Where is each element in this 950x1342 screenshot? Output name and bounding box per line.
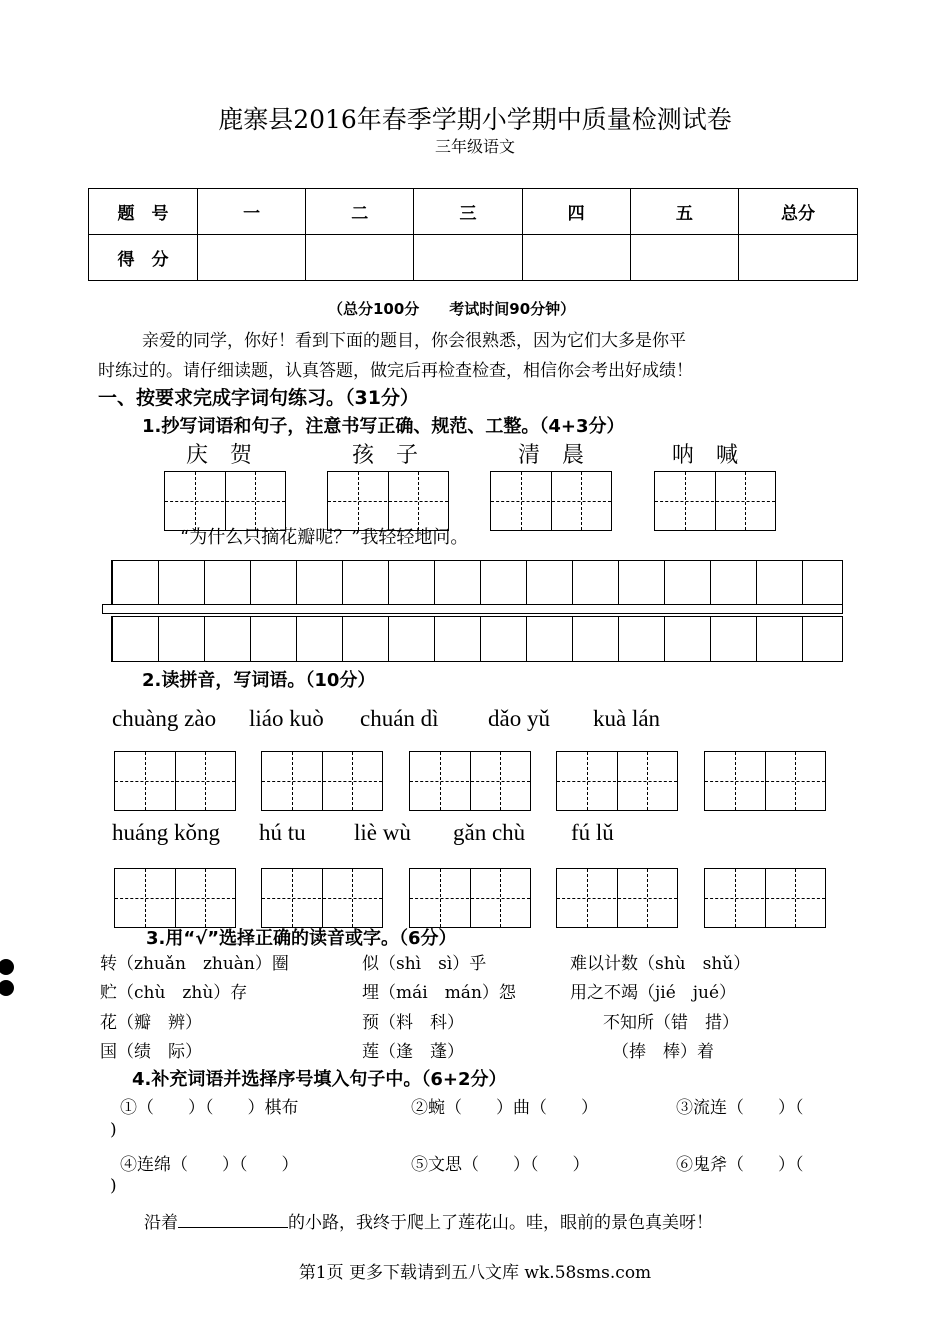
score-table <box>88 188 858 281</box>
writing-grid[interactable] <box>261 751 383 811</box>
exam-subtitle: 三年级语文 <box>434 137 515 156</box>
q3-item[interactable]: 贮（chù zhù）存 <box>100 983 248 1003</box>
exam-info: （总分100分 考试时间90分钟） <box>328 300 576 318</box>
q3-item[interactable]: 莲（逢 蓬） <box>362 1042 464 1062</box>
q3-item[interactable]: 用之不竭（jié jué） <box>570 983 737 1003</box>
answer-blank[interactable] <box>178 1209 288 1228</box>
page-footer: 第1页 更多下载请到五八文库 wk.58sms.com <box>298 1263 652 1283</box>
q4-item[interactable]: ②蜿（ ）曲（ ） <box>411 1098 598 1118</box>
pinyin: gǎn chù <box>453 820 526 845</box>
q4-item[interactable]: ④连绵（ ）（ ） <box>120 1155 299 1175</box>
q3-item[interactable]: 似（shì sì）乎 <box>362 954 487 974</box>
score-table-header-row <box>89 189 858 235</box>
q4-sentence-pre: 沿着 <box>144 1213 178 1233</box>
pinyin: huáng kǒng <box>112 820 220 845</box>
q4-sentence-post: 的小路，我终于爬上了莲花山。哇，眼前的景色真美呀！ <box>288 1213 713 1233</box>
pinyin: dǎo yǔ <box>488 706 550 731</box>
q1-sentence: “为什么只摘花瓣呢？”我轻轻地问。 <box>180 527 469 548</box>
q3-item[interactable]: 埋（mái mán）怨 <box>362 983 516 1003</box>
score-cell: 得 分 <box>89 235 198 281</box>
score-input-cell[interactable] <box>198 235 306 281</box>
score-cell: 四 <box>522 189 630 235</box>
score-input-cell[interactable] <box>306 235 414 281</box>
section1-title: 一、按要求完成字词句练习。（31分） <box>98 387 419 409</box>
pinyin: hú tu <box>259 820 306 845</box>
q3-item[interactable]: 不知所（错 措） <box>603 1013 739 1033</box>
pinyin: chuàng zào <box>112 706 217 731</box>
q4-item[interactable]: ③流连（ ）（ <box>676 1098 804 1118</box>
pinyin: chuán dì <box>360 706 439 731</box>
score-input-cell[interactable] <box>414 235 522 281</box>
q3-item[interactable]: 预（料 科） <box>362 1013 464 1033</box>
q3-item[interactable]: 花（瓣 辨） <box>100 1013 202 1033</box>
writing-grid[interactable] <box>654 471 776 531</box>
q4-item-cont: ) <box>110 1176 117 1196</box>
pinyin: liáo kuò <box>249 706 324 731</box>
binding-hole-icon <box>0 959 14 975</box>
score-cell: 三 <box>414 189 522 235</box>
q3-item[interactable]: 国（绩 际） <box>100 1042 202 1062</box>
writing-grid[interactable] <box>261 868 383 928</box>
writing-grid[interactable] <box>556 868 678 928</box>
writing-grid[interactable] <box>409 868 531 928</box>
score-cell: 五 <box>630 189 738 235</box>
writing-grid[interactable] <box>490 471 612 531</box>
pinyin: fú lǔ <box>571 820 614 845</box>
q4-item[interactable]: ⑥鬼斧（ ）（ <box>676 1155 804 1175</box>
writing-grid[interactable] <box>409 751 531 811</box>
writing-grid[interactable] <box>704 868 826 928</box>
score-input-cell[interactable] <box>630 235 738 281</box>
score-cell: 总分 <box>739 189 858 235</box>
score-table-score-row <box>89 235 858 281</box>
q4-item[interactable]: ①（ ）（ ）棋布 <box>120 1098 299 1118</box>
score-cell: 一 <box>198 189 306 235</box>
writing-grid[interactable] <box>327 471 449 531</box>
q2-title: 2.读拼音，写词语。（10分） <box>142 670 376 691</box>
score-input-cell[interactable] <box>522 235 630 281</box>
score-cell: 题 号 <box>89 189 198 235</box>
writing-grid[interactable] <box>704 751 826 811</box>
writing-grid[interactable] <box>556 751 678 811</box>
score-cell: 二 <box>306 189 414 235</box>
intro-line-1: 亲爱的同学，你好！看到下面的题目，你会很熟悉，因为它们大多是你平 <box>142 331 686 351</box>
q4-title: 4.补充词语并选择序号填入句子中。（6+2分） <box>132 1069 507 1090</box>
q4-item-cont: ) <box>110 1120 117 1140</box>
sentence-writing-row[interactable] <box>111 560 843 606</box>
q1-word: 庆 贺 <box>186 443 253 468</box>
q4-item[interactable]: ⑤文思（ ）（ ） <box>411 1155 590 1175</box>
exam-title: 鹿寨县2016年春季学期小学期中质量检测试卷 <box>218 105 732 134</box>
q3-item[interactable]: （捧 棒）着 <box>612 1042 714 1062</box>
q3-item[interactable]: 转（zhuǎn zhuàn）圈 <box>100 954 289 974</box>
q1-word: 清 晨 <box>518 443 585 468</box>
writing-grid[interactable] <box>114 868 236 928</box>
q3-title: 3.用“√”选择正确的读音或字。（6分） <box>146 928 457 949</box>
q1-title: 1.抄写词语和句子，注意书写正确、规范、工整。（4+3分） <box>142 416 625 437</box>
writing-grid[interactable] <box>114 751 236 811</box>
writing-grid[interactable] <box>164 471 286 531</box>
intro-line-2: 时练过的。请仔细读题，认真答题，做完后再检查检查，相信你会考出好成绩！ <box>98 361 693 381</box>
q1-word: 呐 喊 <box>672 443 739 468</box>
q1-word: 孩 子 <box>352 443 419 468</box>
row-divider <box>102 604 843 614</box>
q4-sentence <box>144 1208 713 1233</box>
pinyin: liè wù <box>354 820 411 845</box>
binding-hole-icon <box>0 980 14 996</box>
score-input-cell[interactable] <box>739 235 858 281</box>
pinyin: kuà lán <box>593 706 661 731</box>
sentence-writing-row[interactable] <box>111 616 843 662</box>
q3-item[interactable]: 难以计数（shù shǔ） <box>570 954 751 974</box>
